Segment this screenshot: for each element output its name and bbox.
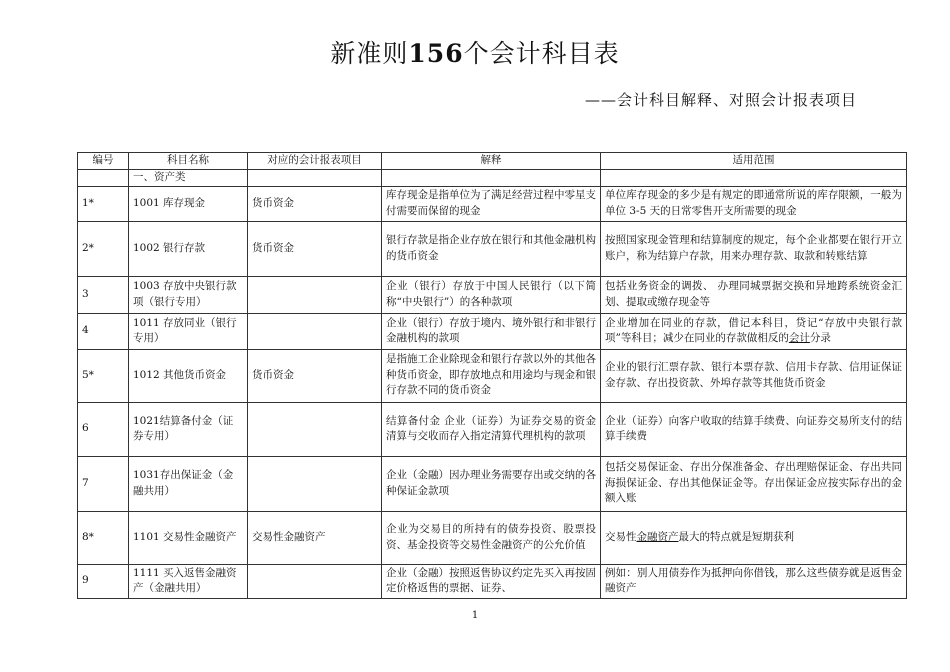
explanation: 企业（金融）因办理业务需要存出或交纳的各种保证金款项: [382, 456, 601, 511]
table-row: [78, 402, 907, 456]
row-number: 2*: [78, 221, 129, 276]
scope-link[interactable]: 金融资产: [636, 530, 679, 543]
header-report-item: 对应的会计报表项目: [248, 153, 382, 170]
scope: [601, 511, 907, 564]
table-row: [78, 221, 907, 276]
explanation: 企业为交易目的所持有的债券投资、股票投资、基金投资等交易性金融资产的公允价值: [382, 511, 601, 564]
account-name: 1011 存放同业（银行专用）: [129, 313, 248, 349]
table-row: [78, 511, 907, 564]
report-item: 货币资金: [248, 221, 382, 276]
account-name: 1031存出保证金（金融共用）: [129, 456, 248, 511]
report-item: [248, 456, 382, 511]
scope: 包括交易保证金、存出分保准备金、存出理赔保证金、存出共同海损保证金、存出其他保证金等。存出保证金应按实际存出的金额入账: [601, 456, 907, 511]
row-number: 3: [78, 276, 129, 313]
table-row: [78, 313, 907, 349]
row-number: 4: [78, 313, 129, 349]
table-row: [78, 276, 907, 313]
row-number: 9: [78, 564, 129, 598]
row-number: 1*: [78, 186, 129, 221]
table-row: [78, 349, 907, 402]
explanation: 企业（银行）存放于中国人民银行（以下简称“中央银行”）的各种款项: [382, 276, 601, 313]
category-row: [78, 170, 907, 187]
header-scope: 适用范围: [601, 153, 907, 170]
header-explanation: 解释: [382, 153, 601, 170]
document-subtitle: ——会计科目解释、对照会计报表项目: [585, 91, 858, 109]
report-item: 交易性金融资产: [248, 511, 382, 564]
scope: 企业的银行汇票存款、银行本票存款、信用卡存款、信用证保证金存款、存出投资款、外埠存款等其他货币资金: [601, 349, 907, 402]
scope: 包括业务资金的调拨、 办理同城票据交换和异地跨系统资金汇划、提取或缴存现金等: [601, 276, 907, 313]
scope: [601, 313, 907, 349]
explanation: 库存现金是指单位为了满足经营过程中零星支付需要而保留的现金: [382, 186, 601, 221]
header-number: 编号: [78, 153, 129, 170]
account-name: 1003 存放中央银行款项（银行专用）: [129, 276, 248, 313]
report-item: [248, 276, 382, 313]
report-item: [248, 402, 382, 456]
account-name: 1101 交易性金融资产: [129, 511, 248, 564]
scope-text-end: 最大的特点就是短期获利: [678, 530, 794, 543]
explanation: 是指施工企业除现金和银行存款以外的其他各种货币资金，即存放地点和用途均与现金和银行存款不同的货币资金: [382, 349, 601, 402]
page-number: 1: [471, 610, 479, 621]
row-number: 7: [78, 456, 129, 511]
scope: 企业（证券）向客户收取的结算手续费、向证券交易所支付的结算手续费: [601, 402, 907, 456]
title-prefix: 新准则: [330, 39, 409, 68]
account-name: 1002 银行存款: [129, 221, 248, 276]
scope-text: 交易性: [605, 530, 637, 543]
explanation: 企业（银行）存放于境内、境外银行和非银行金融机构的款项: [382, 313, 601, 349]
scope-link[interactable]: 会计: [788, 332, 810, 344]
report-item: 货币资金: [248, 349, 382, 402]
explanation: 结算备付金 企业（证券）为证券交易的资金清算与交收而存入指定清算代理机构的款项: [382, 402, 601, 456]
report-item: [248, 313, 382, 349]
document-title: [0, 38, 950, 70]
scope-text: 企业增加在同业的存款，借记本科目，贷记“存放中央银行款项”等科目；减少在同业的存款做相反的: [605, 316, 902, 344]
header-account-name: 科目名称: [129, 153, 248, 170]
row-number: 8*: [78, 511, 129, 564]
accounts-table: [77, 152, 907, 599]
report-item: 货币资金: [248, 186, 382, 221]
explanation: 企业（金融）按照返售协议约定先买入再按固定价格返售的票据、证券、: [382, 564, 601, 598]
row-number: 6: [78, 402, 129, 456]
title-suffix: 个会计科目表: [463, 39, 620, 68]
scope: 例如：别人用债券作为抵押向你借钱，那么这些债券就是返售金融资产: [601, 564, 907, 598]
explanation: 银行存款是指企业存放在银行和其他金融机构的货币资金: [382, 221, 601, 276]
table-row: [78, 564, 907, 598]
table-row: [78, 456, 907, 511]
category-label: 一、资产类: [129, 170, 248, 187]
table-header-row: [78, 153, 907, 170]
account-name: 1001 库存现金: [129, 186, 248, 221]
report-item: [248, 564, 382, 598]
scope: 按照国家现金管理和结算制度的规定，每个企业都要在银行开立账户，称为结算户存款，用来办理存款、取款和转账结算: [601, 221, 907, 276]
title-number: 156: [408, 39, 464, 68]
account-name: 1021结算备付金（证券专用）: [129, 402, 248, 456]
account-name: 1012 其他货币资金: [129, 349, 248, 402]
account-name: 1111 买入返售金融资产（金融共用）: [129, 564, 248, 598]
row-number: 5*: [78, 349, 129, 402]
scope: 单位库存现金的多少是有规定的即通常所说的库存限额，一般为单位 3-5 天的日常零售开支所需要的现金: [601, 186, 907, 221]
table-row: [78, 186, 907, 221]
scope-text-end: 分录: [809, 332, 831, 344]
